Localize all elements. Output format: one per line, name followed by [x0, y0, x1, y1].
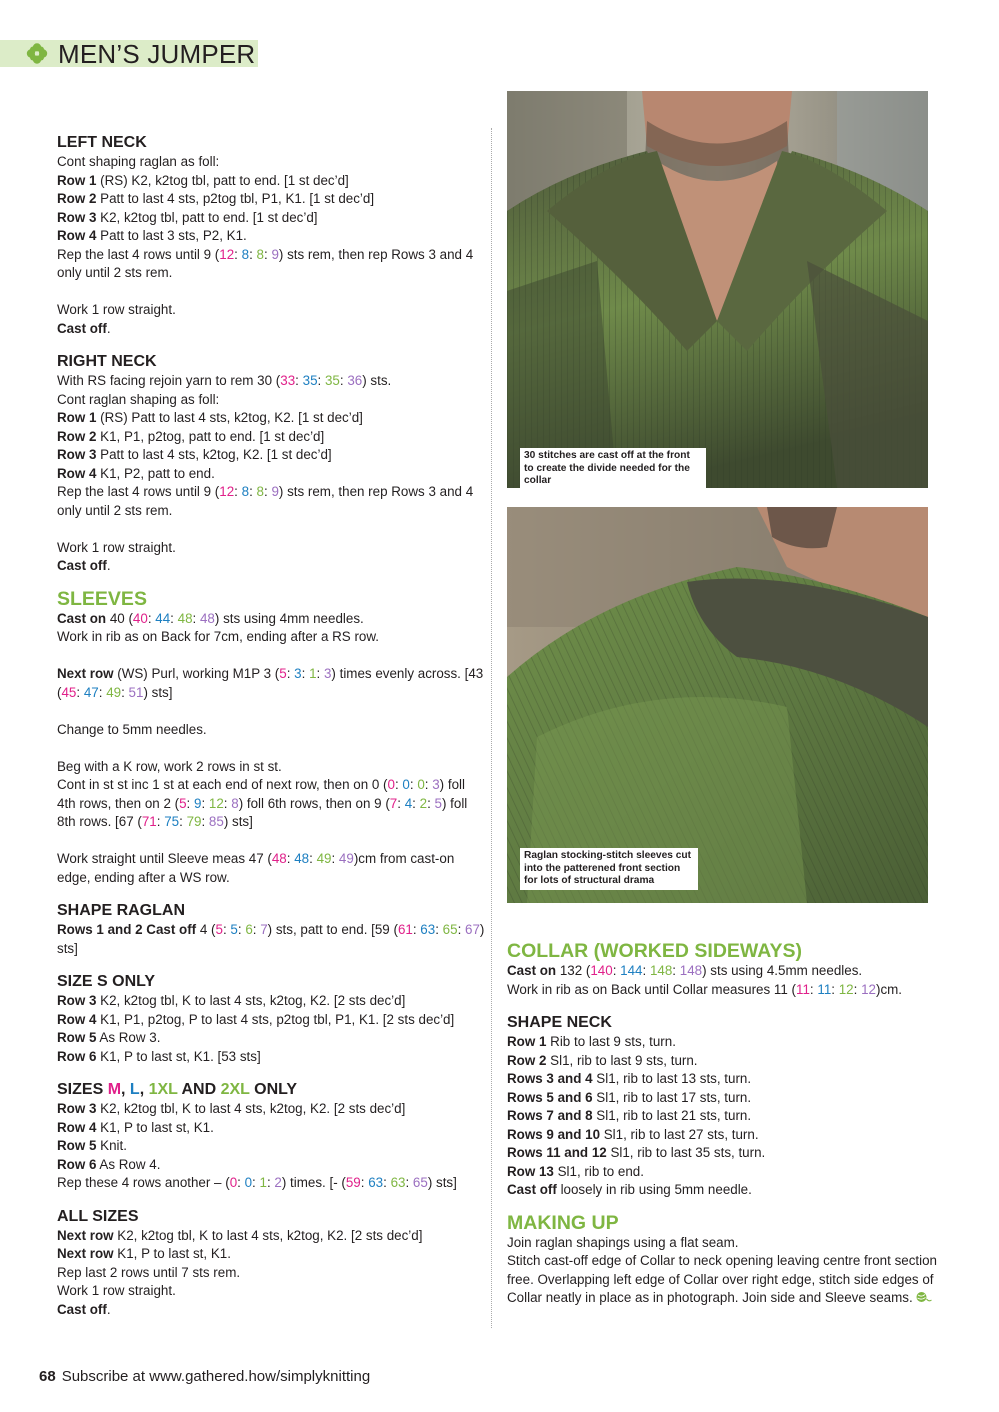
all-sizes-next-row-2: Next row K1, P to last st, K1.	[57, 1246, 231, 1261]
right-neck-intro: Cont raglan shaping as foll:	[57, 391, 220, 407]
clover-icon	[24, 40, 50, 67]
shape-neck-row: Row 1 Rib to last 9 sts, turn.	[507, 1034, 676, 1049]
shape-neck-row: Rows 11 and 12 Sl1, rib to last 35 sts, turn.	[507, 1145, 766, 1160]
sleeves-measure: Work straight until Sleeve meas 47 (48: 48: 49: 49)cm from cast-on edge, ending after a WS row.	[57, 851, 455, 885]
left-neck-work: Work 1 row straight.	[57, 302, 176, 317]
sizes-m-row-3: Row 3 K2, k2tog tbl, K to last 4 sts, k2tog, K2. [2 sts dec’d]	[57, 1101, 406, 1116]
shape-neck-row: Row 2 Sl1, rib to last 9 sts, turn.	[507, 1052, 698, 1068]
collar-rib: Work in rib as on Back until Collar measures 11 (11: 11: 12: 12)cm.	[507, 981, 903, 997]
left-neck-repeat: Rep the last 4 rows until 9 (12: 8: 8: 9) sts rem, then rep Rows 3 and 4 only until 2 sts rem.	[57, 246, 474, 280]
sizes-m-repeat: Rep these 4 rows another – (0: 0: 1: 2) times. [- (59: 63: 63: 65) sts]	[57, 1175, 457, 1190]
right-neck-row-2: Row 2 K1, P1, p2tog, patt to end. [1 st dec’d]	[57, 428, 325, 444]
shape-neck-row: Rows 9 and 10 Sl1, rib to last 27 sts, turn.	[507, 1126, 759, 1142]
shape-raglan-heading: SHAPE RAGLAN	[57, 902, 186, 919]
left-neck-row-2: Row 2 Patt to last 4 sts, p2tog tbl, P1, K1. [1 st dec’d]	[57, 191, 375, 206]
yarn-ball-icon	[916, 1291, 932, 1303]
left-neck-cast-off: Cast off.	[57, 320, 111, 336]
right-neck-work: Work 1 row straight.	[57, 539, 176, 555]
shape-neck-row: Rows 5 and 6 Sl1, rib to last 17 sts, turn.	[507, 1089, 752, 1105]
collar-heading: COLLAR (WORKED SIDEWAYS)	[507, 940, 803, 962]
left-neck-intro: Cont shaping raglan as foll:	[57, 154, 220, 169]
page-number: 68	[39, 1368, 56, 1385]
left-column	[57, 133, 487, 1319]
collar-cast-on: Cast on 132 (140: 144: 148: 148) sts using 4.5mm needles.	[507, 963, 863, 978]
left-neck-row-4: Row 4 Patt to last 3 sts, P2, K1.	[57, 228, 247, 243]
right-neck-repeat: Rep the last 4 rows until 9 (12: 8: 8: 9) sts rem, then rep Rows 3 and 4 only until 2 sts rem.	[57, 484, 474, 518]
right-neck-rejoin: With RS facing rejoin yarn to rem 30 (33: 35: 35: 36) sts.	[57, 373, 392, 388]
photo-collar-front-image	[507, 91, 928, 488]
sleeves-change-needles: Change to 5mm needles.	[57, 721, 207, 737]
size-s-heading: SIZE S ONLY	[57, 973, 156, 990]
shape-neck-row: Row 13 Sl1, rib to end.	[507, 1163, 644, 1179]
right-neck-row-3: Row 3 Patt to last 4 sts, k2tog, K2. [1 st dec’d]	[57, 447, 332, 462]
photo-collar-front	[507, 91, 928, 488]
right-neck-row-1: Row 1 (RS) Patt to last 4 sts, k2tog, K2. [1 st dec’d]	[57, 410, 363, 425]
sleeves-heading: SLEEVES	[57, 587, 147, 610]
photo-caption-collar: 30 stitches are cast off at the front to create the divide needed for the collar	[520, 448, 706, 488]
sleeves-beg: Beg with a K row, work 2 rows in st st.	[57, 758, 282, 774]
shape-neck-heading: SHAPE NECK	[507, 1014, 612, 1031]
sizes-m-row-5: Row 5 Knit.	[57, 1138, 127, 1153]
making-up-p2: Stitch cast-off edge of Collar to neck opening leaving centre front section free. Overlapping left edge of Collar over right edge, stitch side edges of Collar neatly in place as in photograph. Join side and Sleeve seams.	[507, 1253, 937, 1305]
sizes-m-row-4: Row 4 K1, P to last st, K1.	[57, 1119, 214, 1135]
sizes-m-row-6: Row 6 As Row 4.	[57, 1156, 161, 1172]
size-s-row-4: Row 4 K1, P1, p2tog, P to last 4 sts, p2tog tbl, P1, K1. [2 sts dec’d]	[57, 1011, 455, 1027]
size-s-row-6: Row 6 K1, P to last st, K1. [53 sts]	[57, 1048, 261, 1064]
making-up-heading: MAKING UP	[507, 1211, 619, 1234]
right-neck-cast-off: Cast off.	[57, 558, 111, 573]
all-sizes-work: Work 1 row straight.	[57, 1283, 176, 1298]
all-sizes-repeat: Rep last 2 rows until 7 sts rem.	[57, 1264, 241, 1280]
sleeves-rib: Work in rib as on Back for 7cm, ending after a RS row.	[57, 629, 380, 644]
subscribe-link[interactable]: Subscribe at www.gathered.how/simplyknitting	[61, 1368, 371, 1385]
shape-raglan-rows-1-2: Rows 1 and 2 Cast off 4 (5: 5: 6: 7) sts, patt to end. [59 (61: 63: 65: 67) sts]	[57, 922, 485, 956]
right-neck-row-4: Row 4 K1, P2, patt to end.	[57, 465, 215, 481]
sleeves-next-row: Next row (WS) Purl, working M1P 3 (5: 3: 1: 3) times evenly across. [43 (45: 47: 49: 51) sts]	[57, 666, 484, 700]
shape-neck-row: Rows 7 and 8 Sl1, rib to last 21 sts, turn.	[507, 1108, 752, 1123]
page-footer	[39, 1368, 370, 1385]
sleeves-increase: Cont in st st inc 1 st at each end of next row, then on 0 (0: 0: 0: 3) foll 4th rows, then on 2 (5: 9: 12: 8) foll 6th rows, then on 9 (7: 4: 2: 5) foll 8th rows. [67 (71: 75: 79: 85) sts]	[57, 777, 468, 829]
left-neck-row-3: Row 3 K2, k2tog tbl, patt to end. [1 st dec’d]	[57, 209, 318, 225]
page-title: MEN’S JUMPER	[58, 39, 256, 69]
making-up-p1: Join raglan shapings using a flat seam.	[507, 1234, 739, 1250]
shape-neck-cast-off: Cast off loosely in rib using 5mm needle.	[507, 1182, 752, 1197]
all-sizes-next-row-1: Next row K2, k2tog tbl, K to last 4 sts, k2tog, K2. [2 sts dec’d]	[57, 1227, 423, 1243]
left-neck-row-1: Row 1 (RS) K2, k2tog tbl, patt to end. [1 st dec’d]	[57, 172, 349, 188]
photo-raglan-sleeve	[507, 507, 928, 903]
all-sizes-cast-off: Cast off.	[57, 1301, 111, 1317]
size-s-row-3: Row 3 K2, k2tog tbl, K to last 4 sts, k2tog, K2. [2 sts dec’d]	[57, 993, 406, 1008]
sleeves-cast-on: Cast on 40 (40: 44: 48: 48) sts using 4mm needles.	[57, 610, 364, 626]
size-s-row-5: Row 5 As Row 3.	[57, 1030, 161, 1045]
left-neck-heading: LEFT NECK	[57, 134, 147, 151]
shape-neck-row: Rows 3 and 4 Sl1, rib to last 13 sts, turn.	[507, 1071, 752, 1086]
photo-caption-raglan: Raglan stocking-stitch sleeves cut into the patterened front section for lots of structural drama	[520, 848, 698, 890]
section-header	[0, 40, 258, 67]
right-column	[507, 940, 937, 1308]
sizes-m-heading: SIZES M, L, 1XL AND 2XL ONLY	[57, 1081, 298, 1098]
right-neck-heading: RIGHT NECK	[57, 353, 157, 370]
photo-raglan-sleeve-image	[507, 507, 928, 903]
column-divider	[491, 128, 492, 1328]
all-sizes-heading: ALL SIZES	[57, 1207, 139, 1225]
